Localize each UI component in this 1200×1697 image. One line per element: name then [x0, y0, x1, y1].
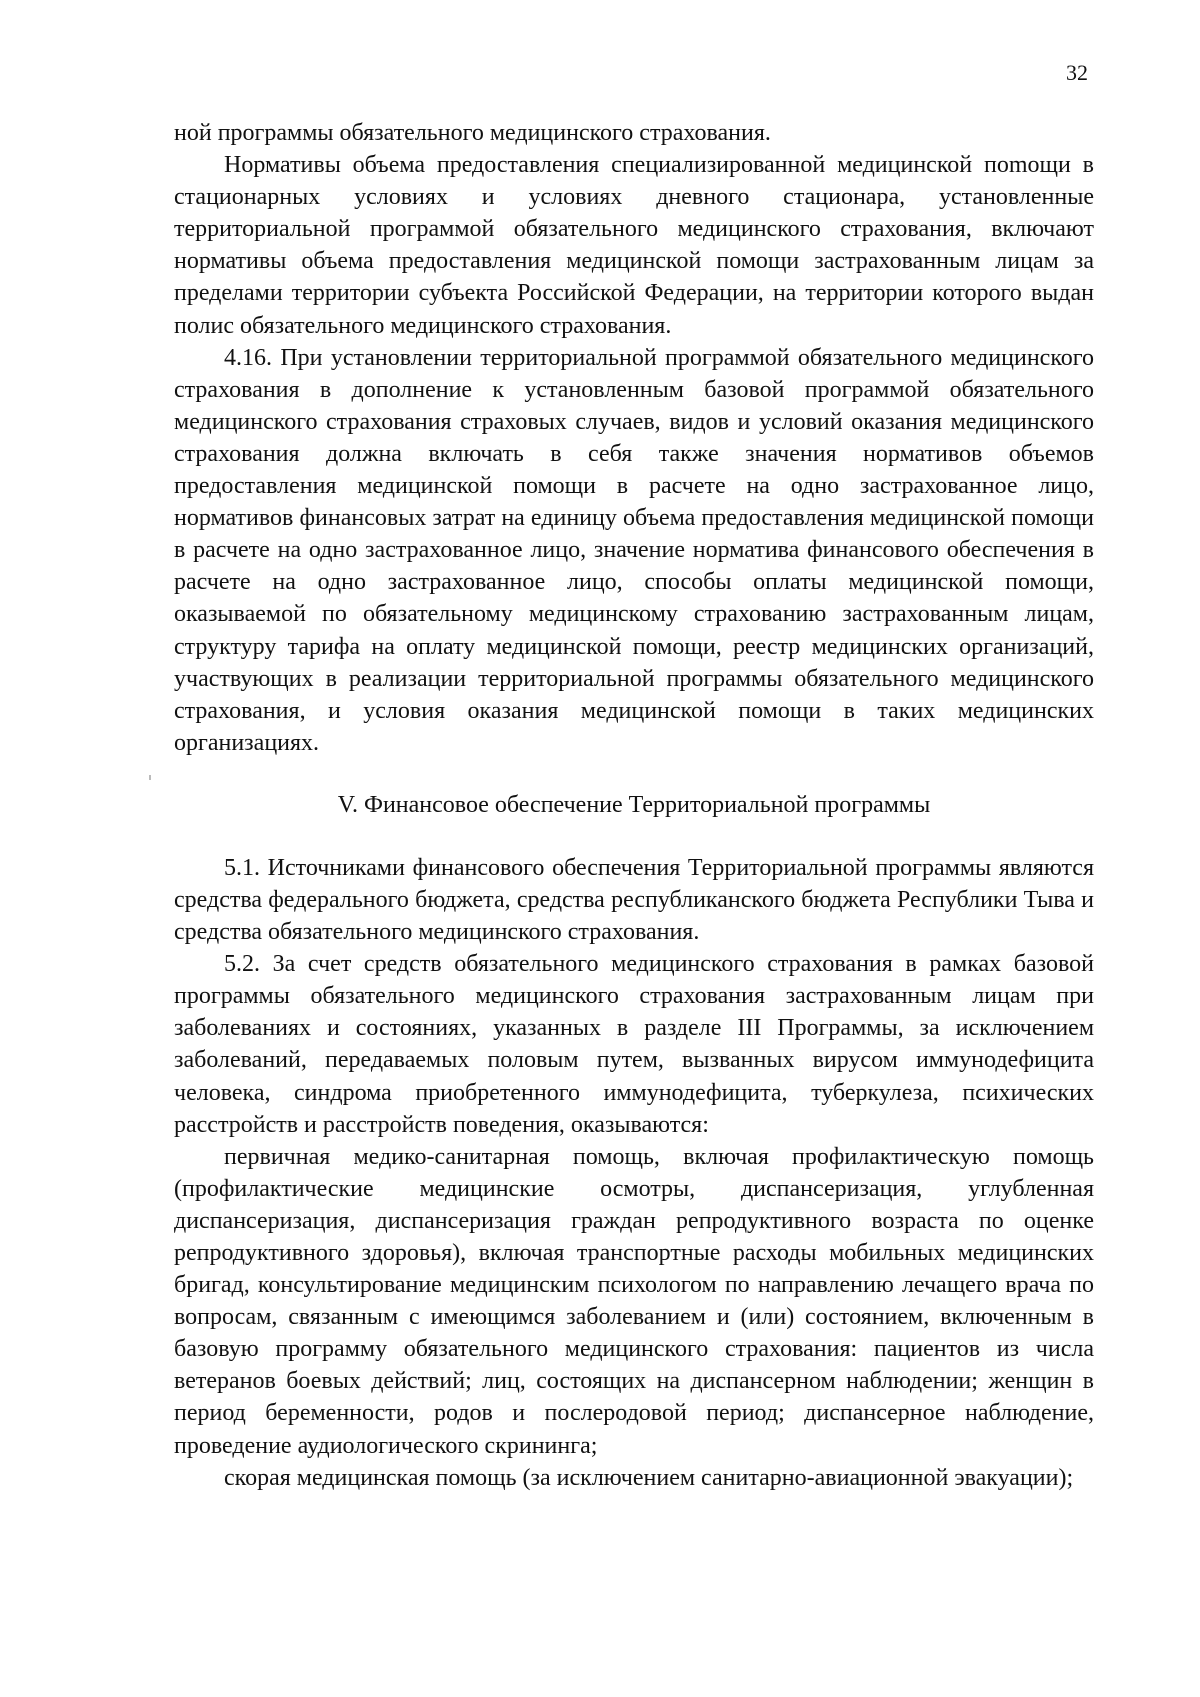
paragraph-volume-norms: Нормативы объема предоставления специализированной медицинской поmощи в стационарных условиях и условиях дневного стационара, установленные территориальной программой обязательного медицинского страхования, включают нормативы объема предоставления медицинской помощи застрахованным лицам за пределами территории субъекта Российской Федерации, на территории которого выдан полис обязательного медицинского страхования.: [174, 152, 1094, 339]
paragraph-primary-care: первичная медико-санитарная помощь, включая профилактическую помощь (профилактические медицинские осмотры, диспансеризация, углубленная диспансеризация, диспансеризация граждан репродуктивного возраста по оценке репродуктивного здоровья), включая транспортные расходы мобильных медицинских бригад, консультирование медицинским психологом по направлению лечащего врача по вопросам, связанным с имеющимся заболеванием и (или) состоянием, включенным в базовую программу обязательного медицинского страхования: пациентов из числа ветеранов боевых действий; лиц, состоящих на диспансерном наблюдении; женщин в период беременности, родов и послеродовой период; диспансерное наблюдение, проведение аудиологического скрининга;: [174, 1143, 1094, 1459]
page-number: 32: [1066, 60, 1088, 85]
paragraph-5-2: 5.2. За счет средств обязательного медицинского страхования в рамках базовой программы обязательного медицинского страхования застрахованным лицам при заболеваниях и состояниях, указанных в разделе III Программы, за исключением заболеваний, передаваемых половым путем, вызванных вирусом иммунодефицита человека, синдрома приобретенного иммунодефицита, туберкулеза, психических расстройств и расстройств поведения, оказываются:: [174, 951, 1094, 1138]
paragraph-4-16: 4.16. При установлении территориальной программой обязательного медицинского страхования в дополнение к установленным базовой программой обязательного медицинского страхования страховых случаев, видов и условий оказания медицинского страхования должна включать в себя также значения нормативов объемов предоставления медицинской помощи в расчете на одно застрахованное лицо, нормативов финансовых затрат на единицу объема предоставления медицинской помощи в расчете на одно застрахованное лицо, значение норматива финансового обеспечения в расчете на одно застрахованное лицо, способы оплаты медицинской помощи, оказываемой по обязательному медицинскому страхованию застрахованным лицам, структуру тарифа на оплату медицинской помощи, реестр медицинских организаций, участвующих в реализации территориальной программы обязательного медицинского страхования, и условия оказания медицинской помощи в таких медицинских организациях.: [174, 344, 1094, 756]
continuation-paragraph: ной программы обязательного медицинского страхования.: [174, 120, 771, 146]
paragraph-emergency-care: скорая медицинская помощь (за исключением санитарно-авиационной эвакуации);: [224, 1464, 1074, 1491]
section-v-heading: V. Финансовое обеспечение Территориальной программы: [337, 791, 931, 818]
scan-mark: [149, 775, 151, 780]
document-body: [174, 117, 1094, 1494]
paragraph-5-1: 5.1. Источниками финансового обеспечения Территориальной программы являются средства федерального бюджета, средства республиканского бюджета Республики Тыва и средства обязательного медицинского страхования.: [174, 854, 1094, 946]
